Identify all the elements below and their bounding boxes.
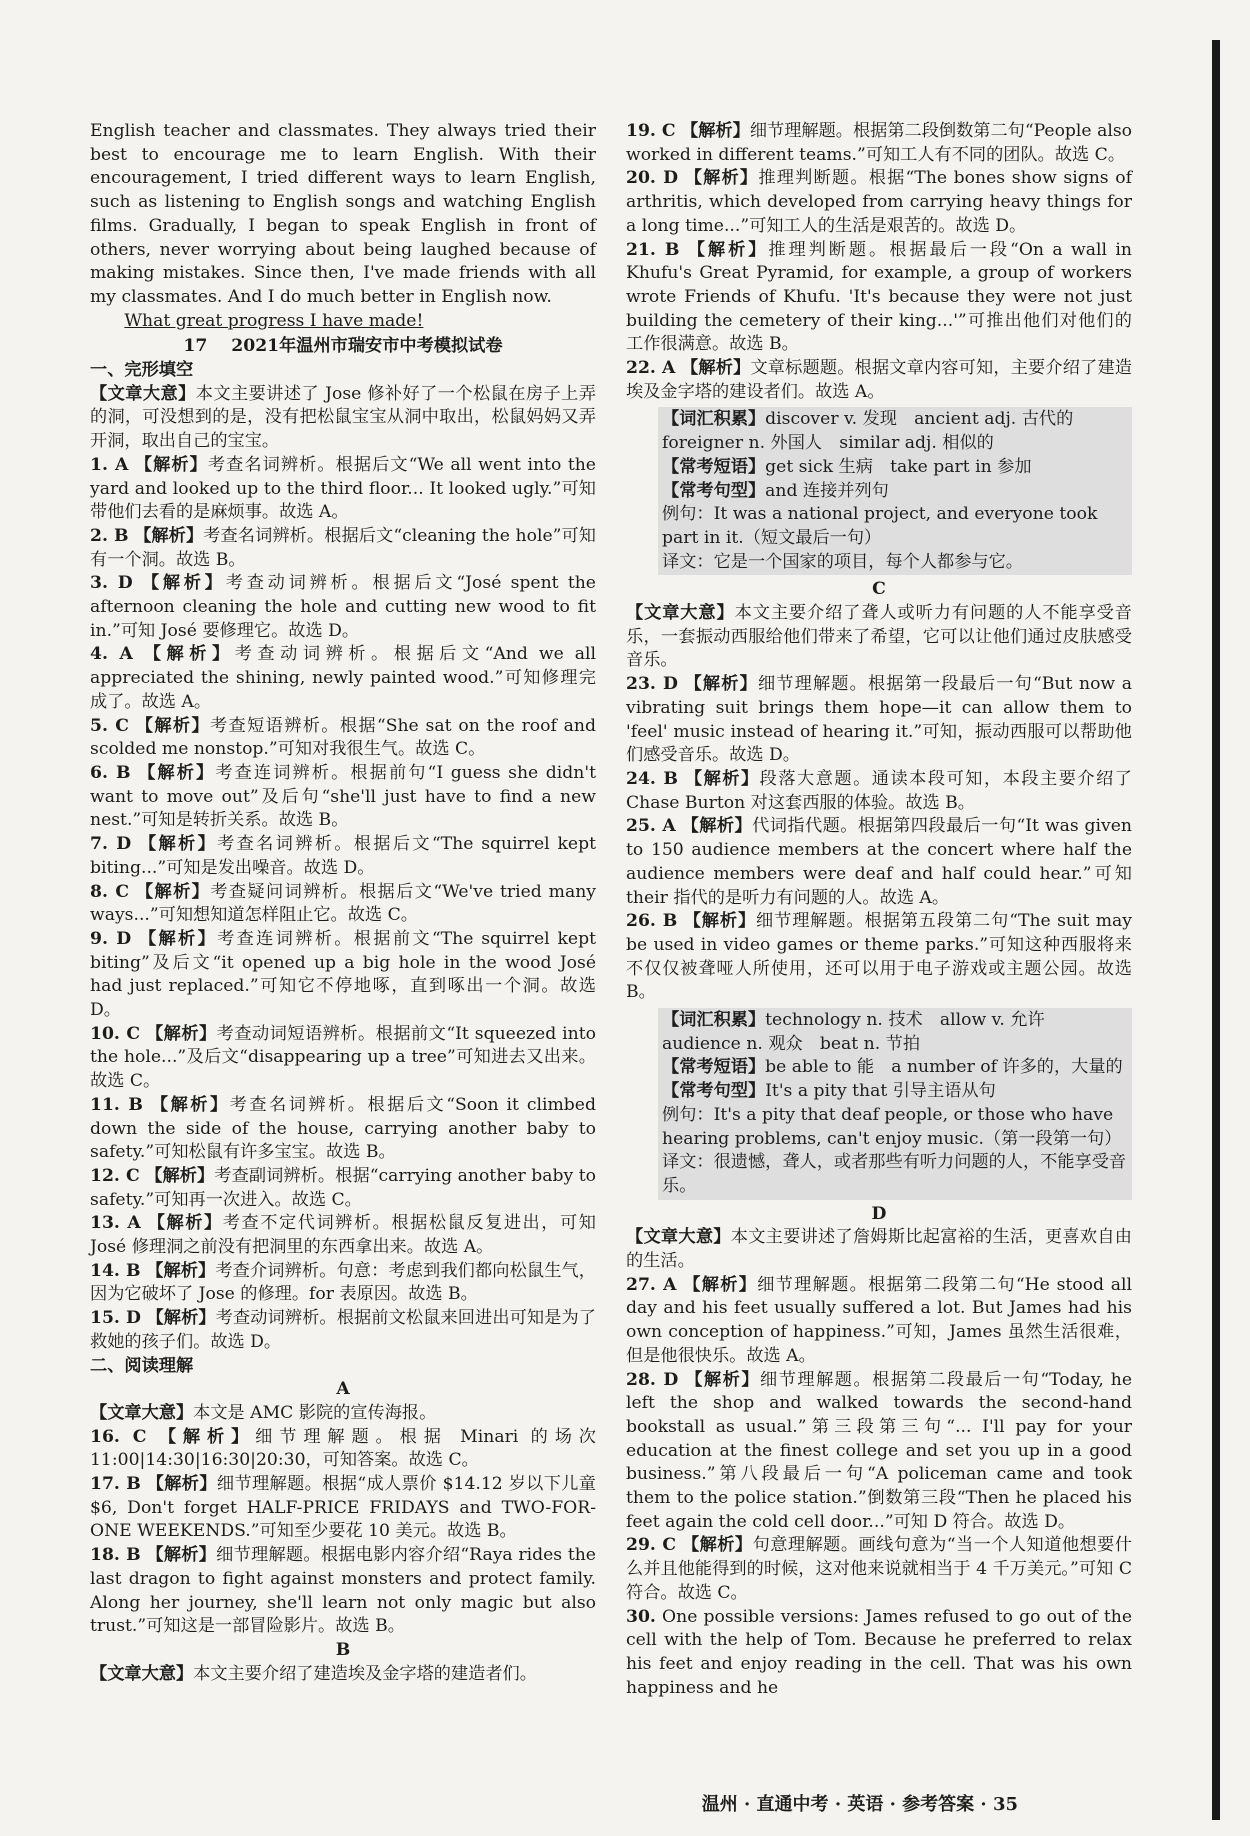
answer-item: 16. C 【解析】细节理解题。根据 Minari 的场次 11:00|14:30|16:30|20:30，可知答案。故选 C。 [90,1426,596,1471]
gist-c: 【文章大意】本文主要介绍了聋人或听力有问题的人不能享受音乐，一套振动西服给他们带来了希望，它可以让他们通过皮肤感受音乐。 [626,603,1132,671]
gist-d: 【文章大意】本文主要讲述了詹姆斯比起富裕的生活，更喜欢自由的生活。 [626,1227,1132,1272]
answer-item: 29. C 【解析】句意理解题。画线句意为“当一个人知道他想要什么并且他能得到的时候，这对他来说就相当于 4 千万美元。”可知 C 符合。故选 C。 [626,1535,1132,1603]
answer-item: 11. B 【解析】考查名词辨析。根据后文“Soon it climbed down the side of the house, carrying another baby to safety.”可知松鼠有许多宝宝。故选 B。 [90,1094,596,1163]
test-title: 2021年温州市瑞安市中考模拟试卷 [231,336,503,357]
answer-item: 18. B 【解析】细节理解题。根据电影内容介绍“Raya rides the last dragon to fight against monsters and protect family. Along her journey, she'll learn not only magic but also trust.”可知这是一部冒险影片。故选 B。 [90,1545,596,1637]
section-reading: 二、阅读理解 [90,1355,194,1376]
answer-item: 8. C 【解析】考查疑问词辨析。根据后文“We've tried many ways...”可知想知道怎样阻止它。故选 C。 [90,881,596,926]
answer-item: 21. B 【解析】推理判断题。根据最后一段“On a wall in Khufu's Great Pyramid, for example, a group of workers wrote Friends of Khufu. 'It's because they were not just building the cemetery of their king...'”可推出他们对他们的工作很满意。故选 B。 [626,239,1132,355]
answer-item: 28. D 【解析】细节理解题。根据第二段最后一句“Today, he left the shop and walked towards the second-hand bookstall as usual.”第三段第三句“... I'll pay for your education at the finest college and set you up in a good business.”第八段最后一句“A policeman came and took them to the police station.”倒数第三段“Then he placed his feet again the cold cell door...”可知 D 符合。故选 D。 [626,1369,1132,1532]
right-column [626,120,1132,1700]
answer-item: 6. B 【解析】考查连词辨析。根据前句“I guess she didn't want to move out”及后句“she'll just have to find a new nest.”可知是转折关系。故选 B。 [90,762,596,831]
answer-item: 13. A 【解析】考查不定代词辨析。根据松鼠反复进出，可知 José 修理洞之前没有把洞里的东西拿出来。故选 A。 [90,1213,596,1258]
answer-item: 14. B 【解析】考查介词辨析。句意：考虑到我们都向松鼠生气，因为它破坏了 Jose 的修理。for 表原因。故选 B。 [90,1260,596,1305]
vocab-example: 例句：It was a national project, and everyone took part in it.（短文最后一句） [662,504,1098,548]
answer-item: 1. A 【解析】考查名词辨析。根据后文“We all went into the yard and looked up to the third floor... It looked ugly.”可知带他们去看的是麻烦事。故选 A。 [90,454,596,523]
vocab-pattern: 【常考句型】and 连接并列句 [662,480,889,501]
passage-letter-a: A [336,1379,350,1400]
gist-a: 【文章大意】本文是 AMC 影院的宣传海报。 [90,1402,437,1423]
answer-item: 17. B 【解析】细节理解题。根据“成人票价 $14.12 岁以下儿童 $6, Don't forget HALF-PRICE FRIDAYS and TWO-FOR-ONE WEEKENDS.”可知至少要花 10 美元。故选 B。 [90,1474,596,1542]
essay-continuation: English teacher and classmates. They always tried their best to encourage me to learn English. With their encouragement, I tried different ways to learn English, such as listening to English songs and watching English films. Gradually, I began to speak English in front of others, never worrying about being laughed because of making mistakes. Since then, I've made friends with all my classmates. And I do much better in English now. [90,121,596,307]
vocab-translation: 译文：很遗憾，聋人，或者那些有听力问题的人，不能享受音乐。 [662,1152,1127,1196]
answer-item: 27. A 【解析】细节理解题。根据第二段第二句“He stood all day and his feet usually suffered a lot. But James had his own conception of happiness.”可知，James 虽然生活很难，但是他很快乐。故选 A。 [626,1274,1132,1366]
left-column [90,120,596,1686]
section-cloze: 一、完形填空 [90,360,194,381]
vocab-box-c [658,1008,1132,1200]
answer-item: 9. D 【解析】考查连词辨析。根据前文“The squirrel kept biting”及后文“it opened up a big hole in the wood José had just replaced.”可知它不停地啄，直到啄出一个洞。故选 D。 [90,928,596,1021]
answer-item: 23. D 【解析】细节理解题。根据第一段最后一句“But now a vibrating suit brings them hope—it can allow them to 'feel' music instead of hearing it.”可知，振动西服可以帮助他们感受音乐。故选 D。 [626,674,1133,766]
test-number: 17 [183,336,208,357]
answer-item: 20. D 【解析】推理判断题。根据“The bones show signs of arthritis, which developed from carrying heavy things for a long time...”可知工人的生活是艰苦的。故选 D。 [626,168,1132,236]
footer-text: 温州 · 直通中考 · 英语 · 参考答案 · 35 [701,1794,1018,1815]
answer-item: 24. B 【解析】段落大意题。通读本段可知，本段主要介绍了 Chase Burton 对这套西服的体验。故选 B。 [626,768,1132,813]
vocab-translation: 译文：它是一个国家的项目，每个人都参与它。 [662,551,1023,572]
answer-item: 26. B 【解析】细节理解题。根据第五段第二句“The suit may be used in video games or theme parks.”可知这种西服将来不仅仅被聋哑人所使用，还可以用于电子游戏或主题公园。故选 B。 [626,911,1132,1003]
answer-item: 3. D 【解析】考查动词辨析。根据后文“José spent the afternoon cleaning the hole and cutting new wood to fit in.”可知 José 要修理它。故选 D。 [90,573,596,641]
answer-item: 5. C 【解析】考查短语辨析。根据“She sat on the roof and scolded me nonstop.”可知对我很生气。故选 C。 [90,715,596,760]
answer-item: 4. A 【解析】考查动词辨析。根据后文“And we all appreciated the shining, newly painted wood.”可知修理完成了。故选 A。 [90,644,596,712]
test-heading [90,335,596,359]
vocab-phrases: 【常考短语】get sick 生病 take part in 参加 [662,456,1032,477]
answer-item: 30. One possible versions: James refused to go out of the cell with the help of Tom. Because he preferred to relax his feet and enjoy reading in the cell. That was his own happiness and he [626,1606,1132,1698]
passage-letter-c: C [872,579,886,600]
answer-item: 25. A 【解析】代词指代题。根据第四段最后一句“It was given to 150 audience members at the concert where half the audience members were deaf and half could hear.”可知 their 指代的是听力有问题的人。故选 A。 [626,816,1132,908]
answer-item: 19. C 【解析】细节理解题。根据第二段倒数第二句“People also worked in different teams.”可知工人有不同的团队。故选 C。 [626,121,1132,165]
answer-item: 15. D 【解析】考查动词辨析。根据前文松鼠来回进出可知是为了救她的孩子们。故选 D。 [90,1308,596,1352]
answer-item: 2. B 【解析】考查名词辨析。根据后文“cleaning the hole”可知有一个洞。故选 B。 [90,525,596,570]
vocab-box-b [658,407,1132,575]
vocab-phrases: 【常考短语】be able to 能 a number of 许多的，大量的 [662,1057,1123,1078]
gist-b: 【文章大意】本文主要介绍了建造埃及金字塔的建造者们。 [90,1663,537,1684]
answer-item: 7. D 【解析】考查名词辨析。根据后文“The squirrel kept biting...”可知是发出噪音。故选 D。 [90,834,596,878]
vocab-words: 【词汇积累】technology n. 技术 allow v. 允许 audience n. 观众 beat n. 节拍 [662,1010,1062,1054]
answer-item: 10. C 【解析】考查动词短语辨析。根据前文“It squeezed into the hole...”及后文“disappearing up a tree”可知进去又出来。故选 C。 [90,1023,596,1092]
binding-edge [1212,40,1220,1820]
passage-letter-b: B [335,1640,351,1660]
vocab-example: 例句：It's a pity that deaf people, or those who have hearing problems, can't enjoy music.（第一段第一句） [662,1104,1122,1149]
vocab-pattern: 【常考句型】It's a pity that 引导主语从句 [662,1081,996,1102]
answer-item: 12. C 【解析】考查副词辨析。根据“carrying another baby to safety.”可知再一次进入。故选 C。 [90,1165,596,1210]
page-footer [0,1790,1250,1816]
essay-closing: What great progress I have made! [124,310,424,331]
gist-cloze: 【文章大意】本文主要讲述了 Jose 修补好了一个松鼠在房子上弄的洞，可没想到的是，没有把松鼠宝宝从洞中取出，松鼠妈妈又弄开洞，取出自己的宝宝。 [90,383,596,452]
vocab-words: 【词汇积累】discover v. 发现 ancient adj. 古代的 foreigner n. 外国人 similar adj. 相似的 [662,409,1091,454]
passage-letter-d: D [871,1203,887,1224]
answer-item: 22. A 【解析】文章标题题。根据文章内容可知，主要介绍了建造埃及金字塔的建设者们。故选 A。 [626,358,1132,402]
